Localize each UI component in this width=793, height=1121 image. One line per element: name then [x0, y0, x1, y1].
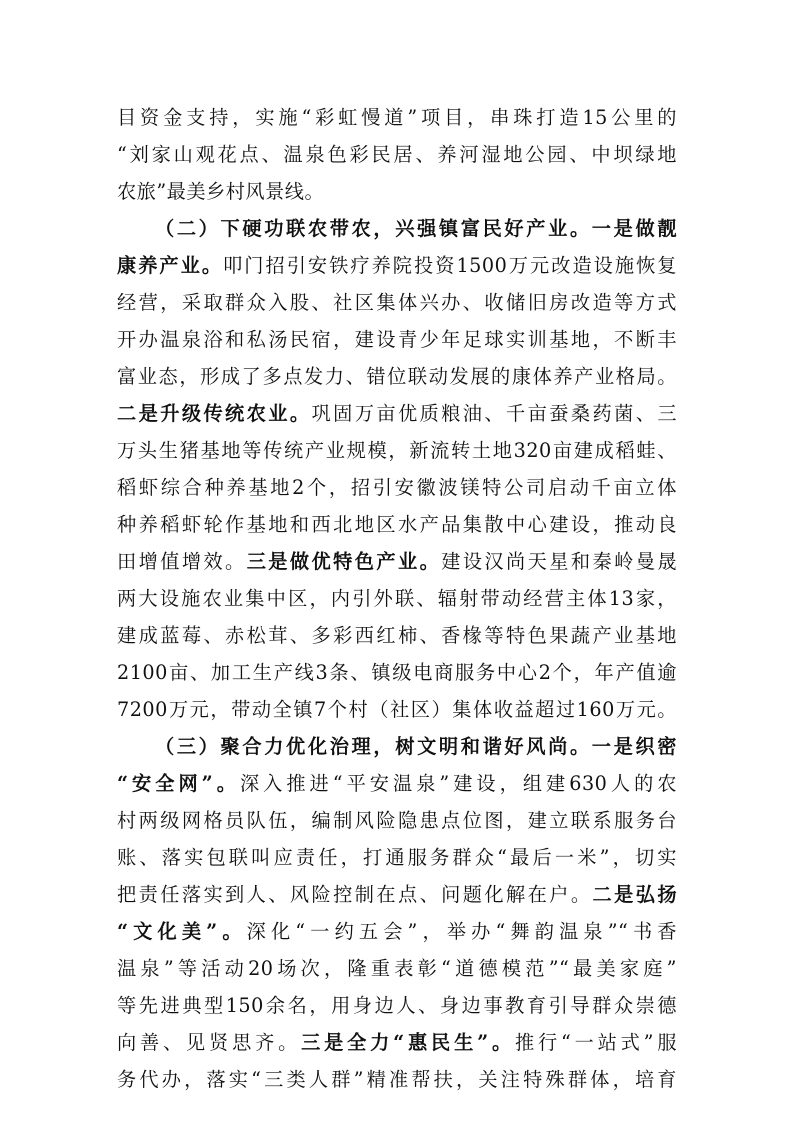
bold-text-run: “安全网”。 [117, 772, 240, 795]
text-line [117, 1064, 677, 1096]
text-line [117, 361, 677, 393]
bold-text-run: 三是全力“惠民生”。 [301, 1031, 515, 1054]
bold-text-run: （二）下硬功联农带农，兴强镇富民好产业。一是做靓 [155, 217, 677, 240]
text-run: 务代办，落实“三类人群”精准帮扶，关注特殊群体，培育 [117, 1068, 677, 1091]
text-line [117, 1027, 677, 1059]
text-run: “刘家山观花点、温泉色彩民居、养河湿地公园、中坝绿地 [117, 143, 677, 166]
text-line [117, 694, 677, 726]
text-run: 农旅”最美乡村风景线。 [117, 180, 325, 203]
bold-text-run: 二是弘扬 [592, 883, 678, 906]
text-run: 种养稻虾轮作基地和西北地区水产品集散中心建设，推动良 [117, 513, 677, 536]
text-run: 万头生猪基地等传统产业规模，新流转土地320亩建成稻蛙、 [117, 439, 677, 462]
text-run: 经营，采取群众入股、社区集体兴办、收储旧房改造等方式 [117, 291, 677, 314]
text-run: 巩固万亩优质粮油、千亩蚕桑药菌、三 [311, 402, 678, 425]
text-line [117, 916, 677, 948]
text-line [117, 768, 677, 800]
text-line [117, 879, 677, 911]
text-line [117, 953, 677, 985]
text-run: 深入推进“平安温泉”建设，组建630人的农 [239, 772, 677, 795]
bold-text-run: 二是升级传统农业。 [117, 402, 312, 425]
text-line [117, 583, 677, 615]
text-line [117, 176, 677, 208]
text-line [117, 657, 677, 689]
text-line [117, 250, 677, 282]
text-run: 2100亩、加工生产线3条、镇级电商服务中心2个，年产值逾 [117, 661, 677, 684]
text-line [117, 990, 677, 1022]
text-line [117, 435, 677, 467]
bold-text-run: （三）聚合力优化治理，树文明和谐好风尚。一是织密 [155, 735, 677, 758]
text-line [117, 324, 677, 356]
text-run: 叩门招引安铁疗养院投资1500万元改造设施恢复 [223, 254, 677, 277]
text-line [117, 842, 677, 874]
text-run: 稻虾综合种养基地2个，招引安徽波镁特公司启动千亩立体 [117, 476, 677, 499]
text-line [117, 102, 677, 134]
text-run: 建设汉尚天星和秦岭曼晟 [441, 550, 678, 573]
text-line [117, 472, 677, 504]
text-run: 账、落实包联叫应责任，打通服务群众“最后一米”，切实 [117, 846, 677, 869]
text-line [155, 731, 677, 763]
text-line [117, 509, 677, 541]
text-run: 田增值增效。 [117, 550, 247, 573]
text-run: 向善、见贤思齐。 [117, 1031, 302, 1054]
text-run: 开办温泉浴和私汤民宿，建设青少年足球实训基地，不断丰 [117, 328, 677, 351]
bold-text-run: 康养产业。 [117, 254, 224, 277]
text-run: 7200万元，带动全镇7个村（社区）集体收益超过160万元。 [117, 698, 677, 721]
text-run: 深化“一约五会”，举办“舞韵温泉”“书香 [246, 920, 677, 943]
text-line [117, 805, 677, 837]
text-line [117, 139, 677, 171]
text-line [155, 213, 677, 245]
text-line [117, 546, 677, 578]
text-run: 把责任落实到人、风险控制在点、问题化解在户。 [117, 883, 593, 906]
text-line [117, 620, 677, 652]
text-line [117, 398, 677, 430]
text-run: 富业态，形成了多点发力、错位联动发展的康体养产业格局。 [117, 365, 677, 388]
text-run: 建成蓝莓、赤松茸、多彩西红柿、香椽等特色果蔬产业基地 [117, 624, 677, 647]
text-run: 等先进典型150余名，用身边人、身边事教育引导群众崇德 [117, 994, 677, 1017]
text-run: 推行“一站式”服 [514, 1031, 678, 1054]
text-run: 目资金支持，实施“彩虹慢道”项目，串珠打造15公里的 [117, 106, 677, 129]
bold-text-run: “文化美”。 [117, 920, 247, 943]
text-run: 温泉”等活动20场次，隆重表彰“道德模范”“最美家庭” [117, 957, 677, 980]
bold-text-run: 三是做优特色产业。 [246, 550, 442, 573]
text-line [117, 287, 677, 319]
text-run: 两大设施农业集中区，内引外联、辐射带动经营主体13家， [117, 587, 677, 610]
text-run: 村两级网格员队伍，编制风险隐患点位图，建立联系服务台 [117, 809, 677, 832]
